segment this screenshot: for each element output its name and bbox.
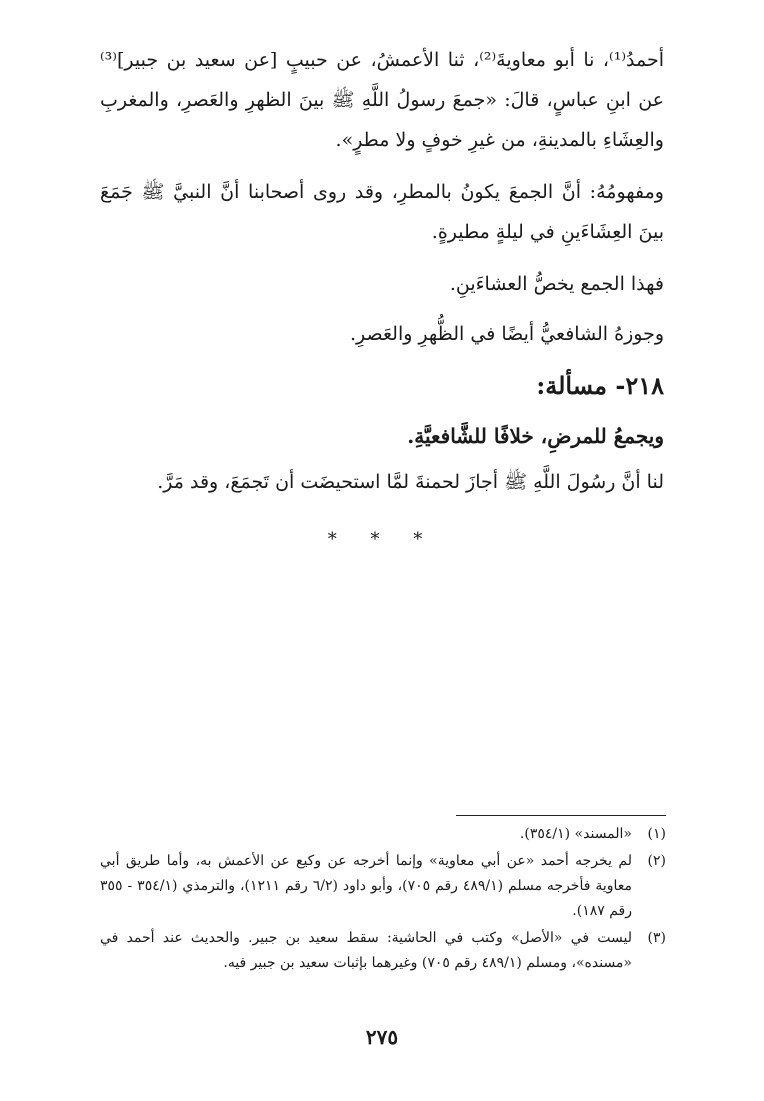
meaning-paragraph: ومفهومُهُ: أنَّ الجمعَ يكونُ بالمطرِ، وقد روى أصحابنا أنَّ النبيَّ ﷺ جَمَعَ بينَ العِشَاءَينِ في ليلةٍ مطيرةٍ.	[100, 181, 664, 243]
footnote-text: ليست في «الأصل» وكتب في الحاشية: سقط سعيد بن جبير. والحديث عند أحمد في «مسنده»، ومسلم (٤٨٩/١ رقم ٧٠٥) وغيرهما بإثبات سعيد بن جبير فيه.	[100, 930, 632, 971]
page-number: ٢٧٥	[365, 1025, 399, 1049]
section-separator: * * *	[327, 529, 437, 550]
combination-paragraph: فهذا الجمع يخصُّ العشاءَينِ.	[449, 273, 664, 295]
footnote-number: (١)	[647, 826, 666, 842]
hadith-paragraph: أحمدُ⁽¹⁾، نا أبو معاويةَ⁽²⁾، ثنا الأعمشُ، عن حبيبٍ [عن سعيد بن جبير]⁽³⁾ عن ابنِ عباسٍ، قالَ: «جمعَ رسولُ اللَّهِ ﷺ بينَ الظهرِ والعَصرِ، والمغربِ والعِشَاءِ بالمدينةِ، من غيرِ خوفٍ ولا مطرٍ».	[100, 49, 664, 151]
main-text	[100, 40, 664, 560]
footnote-item	[100, 849, 666, 924]
closing-paragraph: لنا أنَّ رسُولَ اللَّهِ ﷺ أجازَ لحمنةَ لمَّا استحيضَت أن تَجمَعَ، وقد مَرَّ.	[157, 471, 664, 493]
footnote-number: (٣)	[647, 930, 666, 946]
footnote-text: «المسند» (٣٥٤/١).	[519, 826, 632, 842]
footnote-item	[100, 926, 666, 976]
footnote-number: (٢)	[647, 853, 666, 869]
shafii-paragraph: وجوزهُ الشافعيُّ أيضًا في الظُّهرِ والعَصرِ.	[349, 323, 664, 345]
issue-subheading: ويجمعُ للمرضِ، خلافًا للشَّافعيَّةِ.	[407, 424, 664, 448]
footnote-text: لم يخرجه أحمد «عن أبي معاوية» وإنما أخرجه عن وكيع عن الأعمش به، وأما طريق أبي معاوية فأخرجه مسلم (٤٨٩/١ رقم ٧٠٥)، وأبو داود (٦/٢ رقم ١٢١١)، والترمذي (٣٥٤/١ - ٣٥٥ رقم ١٨٧).	[100, 853, 633, 919]
footnote-divider	[456, 815, 666, 816]
issue-heading: ٢١٨- مسألة:	[536, 371, 664, 400]
footnote-item	[100, 822, 666, 847]
footnotes	[100, 822, 666, 978]
